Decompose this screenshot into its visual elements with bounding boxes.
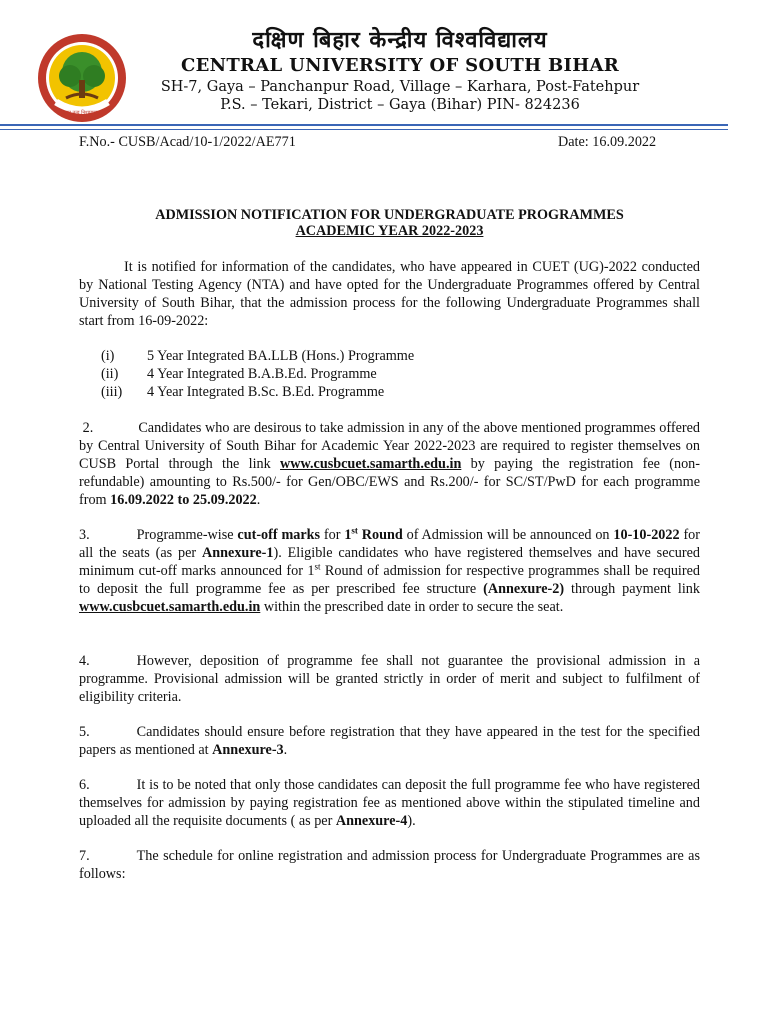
registration-dates: 16.09.2022 to 25.09.2022 (110, 492, 257, 508)
para-text: within the prescribed date in order to secure the seat. (260, 599, 564, 615)
round-number: 1 (344, 527, 352, 543)
para-text: The schedule for online registration and admission process for Undergraduate Programmes are as follows: (79, 848, 700, 882)
announcement-date: 10-10-2022 (613, 527, 680, 543)
annexure-3-ref: Annexure-3 (212, 742, 284, 758)
para-text: . (256, 492, 261, 508)
annexure-4-ref: Annexure-4 (335, 813, 408, 829)
para-text: Round of admission for respective programmes shall be required to deposit the full programme fee as per prescribed fee structure (79, 563, 700, 597)
paragraph-3 (79, 526, 700, 616)
list-item-number: (iii) (101, 384, 123, 400)
paragraph-4 (79, 652, 700, 706)
notice-subtitle (79, 222, 700, 240)
para-number: 5. (79, 724, 90, 740)
letterhead-rule (0, 124, 728, 126)
para-text: Programme-wise (136, 527, 238, 543)
cutoff-marks-label: cut-off marks (237, 527, 321, 543)
para-number: 3. (79, 527, 90, 543)
annexure-2-ref: (Annexure-2) (483, 581, 565, 597)
ordinal-suffix: st (314, 561, 321, 572)
para-number: 7. (79, 848, 90, 864)
para-number: 4. (79, 653, 90, 669)
para-text: ). Eligible candidates who have registered themselves and have secured minimum cut-off marks announced for 1 (79, 545, 701, 579)
para-text: for all the seats (as per (79, 527, 700, 561)
letterhead-rule-thin (0, 129, 728, 130)
academic-year: ACADEMIC YEAR 2022-2023 (295, 223, 484, 239)
para-number: 6. (79, 777, 90, 793)
portal-link[interactable]: www.cusbcuet.samarth.edu.in (280, 456, 462, 472)
para-number: 2. (82, 420, 94, 436)
notice-date: Date: 16.09.2022 (558, 134, 657, 150)
address-line-1: SH-7, Gaya – Panchanpur Road, Village – Karhara, Post-Fatehpur (160, 79, 640, 95)
para-text: It is to be noted that only those candidates can deposit the full programme fee who have registered themselves for admission by paying registration fee as mentioned above within the stipulated timeline and uploaded all the requisite documents ( as per (79, 777, 700, 829)
intro-paragraph (79, 258, 700, 330)
ordinal-suffix: st (351, 525, 358, 536)
logo-motto: ज्ञान तत्व निश्चयात्मा (63, 110, 101, 116)
list-item: 4 Year Integrated B.Sc. B.Ed. Programme (147, 384, 385, 400)
para-text: for (320, 527, 345, 543)
round-word: Round (357, 527, 403, 543)
para-text: through payment link (564, 581, 700, 597)
para-text: . (283, 742, 288, 758)
paragraph-2 (79, 419, 700, 509)
para-text: Candidates who are desirous to take admission in any of the above mentioned programmes offered by Central University of South Bihar for Academic Year 2022-2023 are required to register themselves on CUSB Portal through the link (79, 420, 700, 472)
address-line-2: P.S. – Tekari, District – Gaya (Bihar) PIN- 824236 (220, 97, 580, 113)
list-item-number: (i) (101, 348, 115, 364)
intro-text: It is notified for information of the candidates, who have appeared in CUET (UG)-2022 conducted by National Testing Agency (NTA) and have opted for the Undergraduate Programmes offered by Central University of South Bihar, that the admission process for the following Undergraduate Programmes shall start from 16-09-2022: (79, 259, 700, 329)
round-label (344, 527, 402, 543)
university-name-english: CENTRAL UNIVERSITY OF SOUTH BIHAR (180, 55, 620, 76)
para-text: of Admission will be announced on (402, 527, 614, 543)
paragraph-7 (79, 847, 700, 883)
paragraph-5 (79, 723, 700, 759)
para-text: ). (407, 813, 416, 829)
notice-title: ADMISSION NOTIFICATION FOR UNDERGRADUATE PROGRAMMES (155, 207, 624, 223)
university-name-hindi: दक्षिण बिहार केन्द्रीय विश्वविद्यालय (252, 27, 548, 53)
payment-link[interactable]: www.cusbcuet.samarth.edu.in (79, 599, 261, 615)
paragraph-6 (79, 776, 700, 830)
list-item: 5 Year Integrated BA.LLB (Hons.) Programme (147, 348, 415, 364)
para-text: However, deposition of programme fee shall not guarantee the provisional admission in a programme. Provisional admission will be granted strictly in order of merit and subject to fulfilment of eligibility criteria. (79, 653, 700, 705)
annexure-1-ref: Annexure-1 (202, 545, 274, 561)
para-text: Candidates should ensure before registration that they have appeared in the test for the specified papers as mentioned at (79, 724, 700, 758)
file-number: F.No.- CUSB/Acad/10-1/2022/AE771 (79, 134, 296, 150)
list-item-number: (ii) (101, 366, 119, 382)
para-text: by paying the registration fee (non-refundable) amounting to Rs.500/- for Gen/OBC/EWS and Rs.200/- for SC/ST/PwD for each programme from (79, 456, 700, 508)
list-item: 4 Year Integrated B.A.B.Ed. Programme (147, 366, 377, 382)
